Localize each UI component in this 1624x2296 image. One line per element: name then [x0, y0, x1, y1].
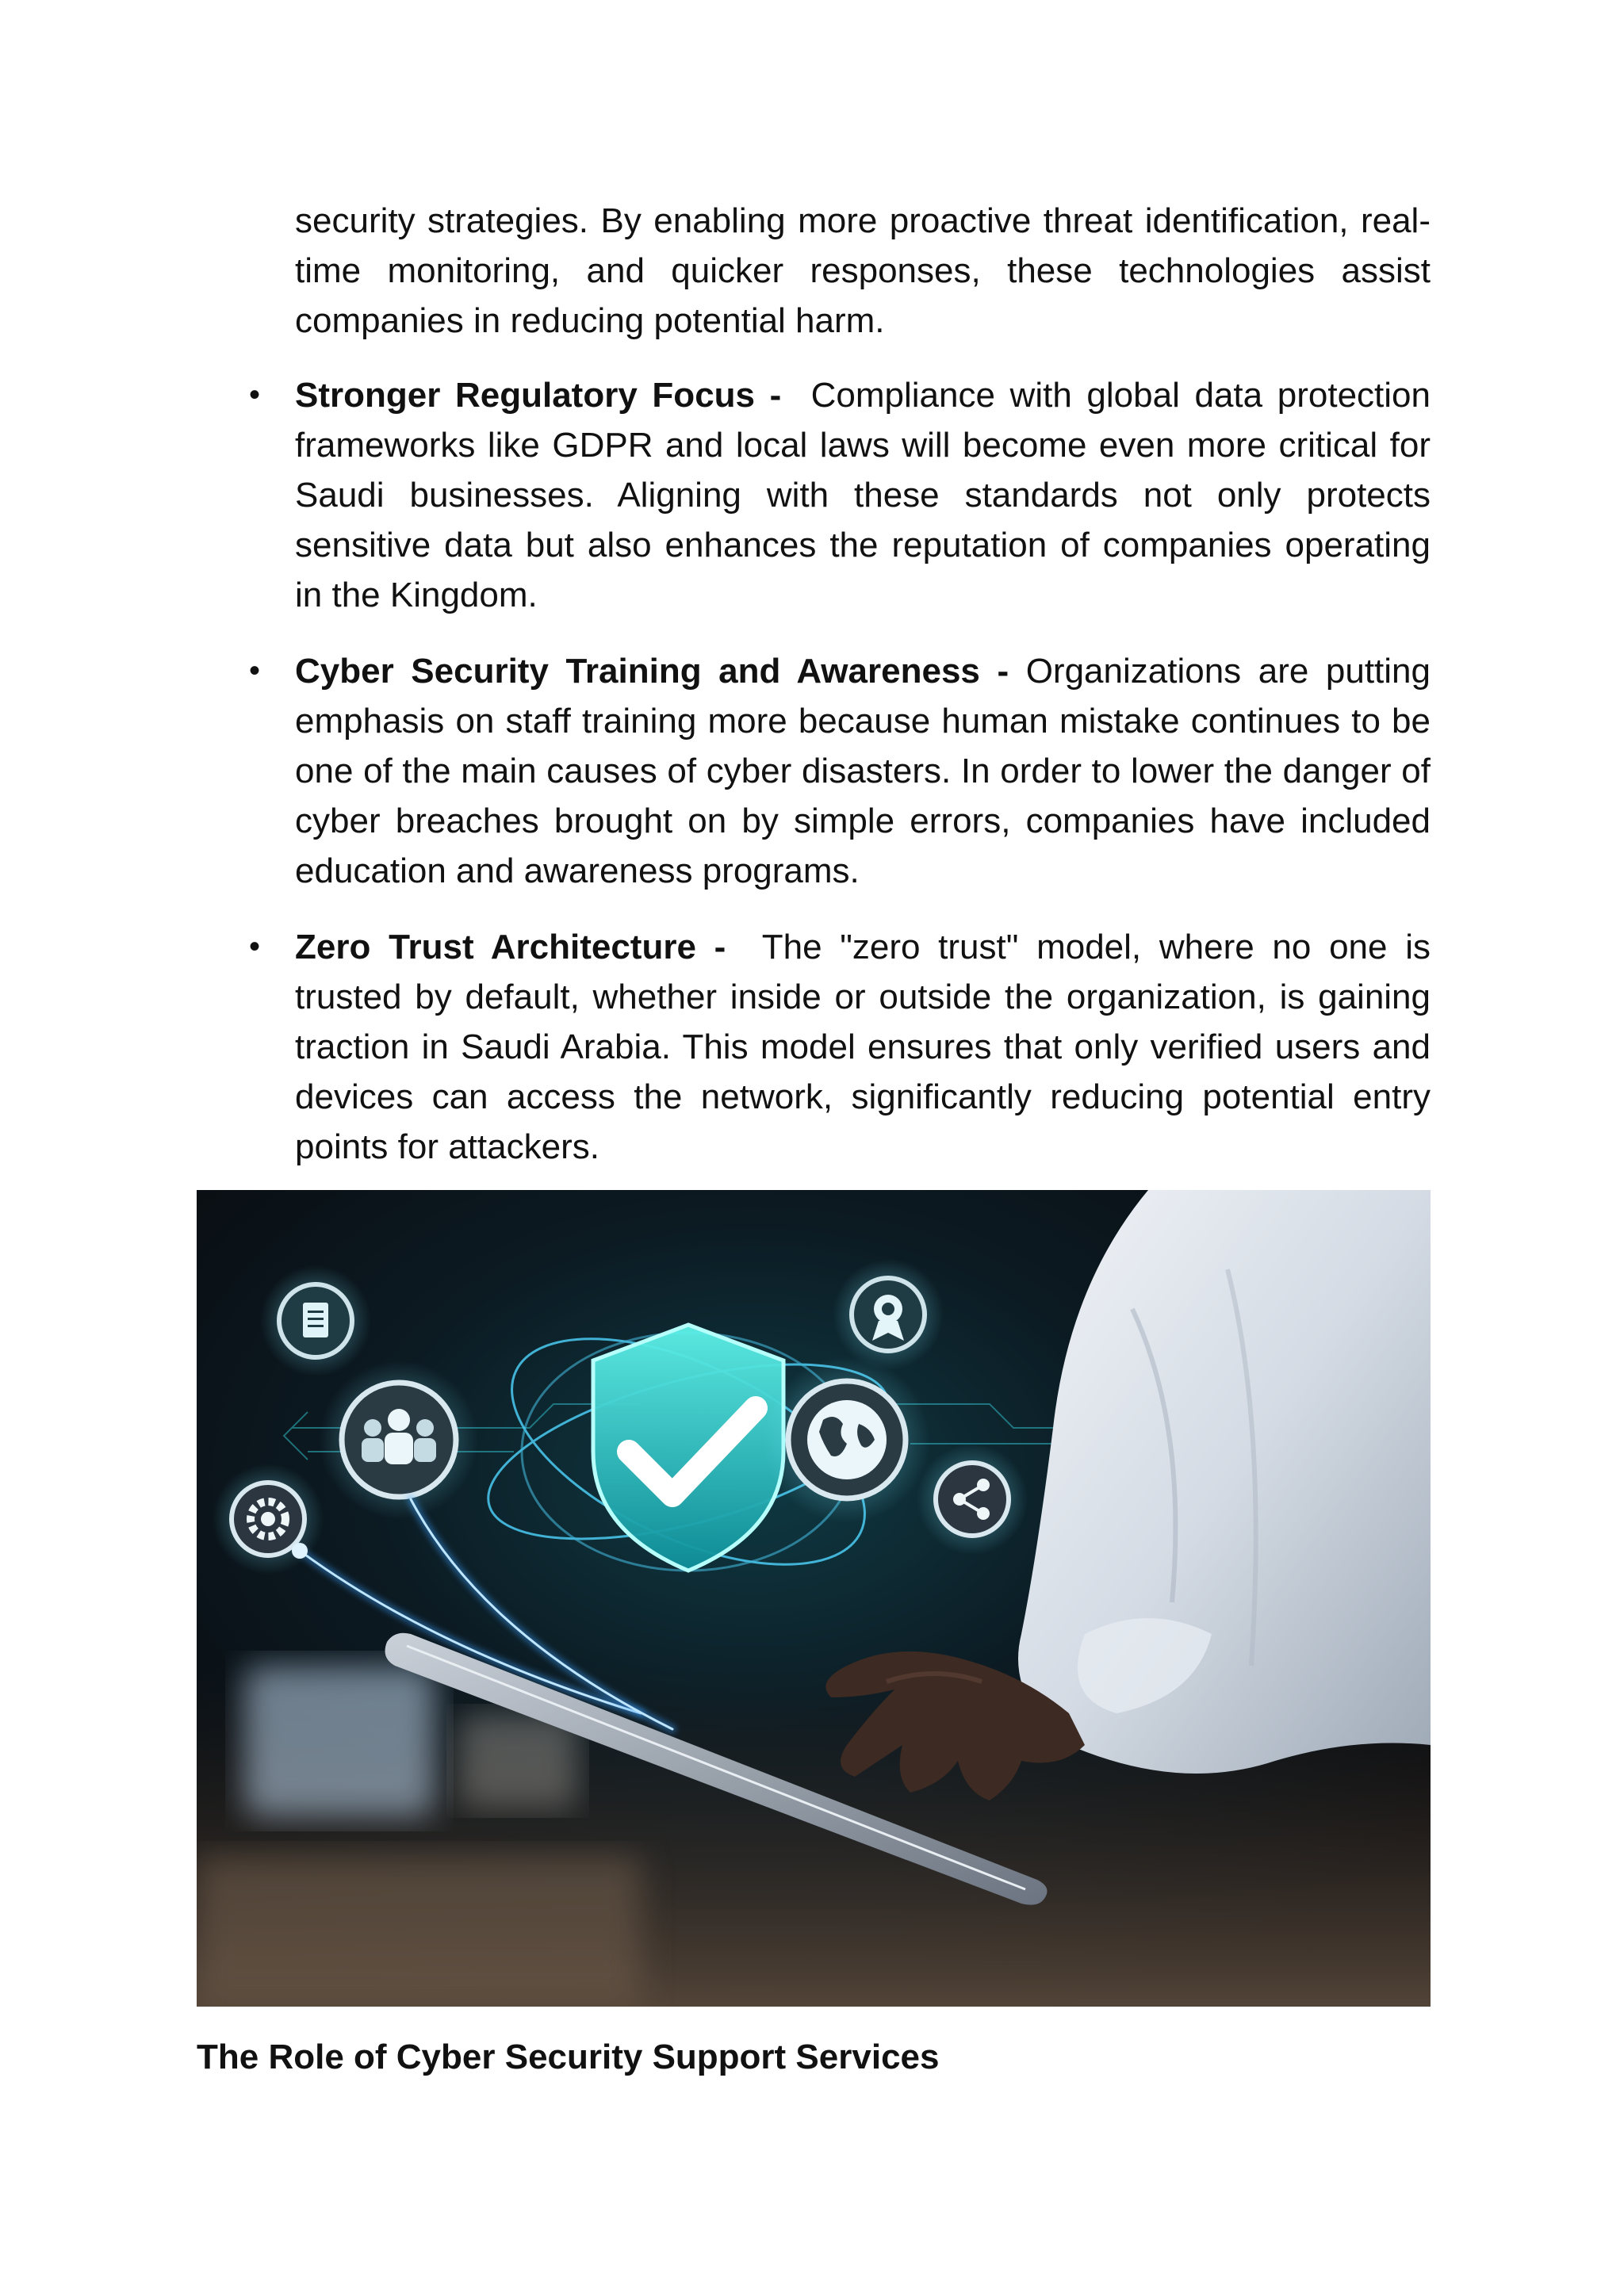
continuation-paragraph: security strategies. By enabling more proactive threat identification, real-time monitoring, and quicker responses, these technologies assist companies in reducing potential harm. — [295, 201, 1431, 340]
globe-icon — [764, 1357, 930, 1523]
users-icon — [320, 1360, 478, 1519]
bullet-text: The "zero trust" model, where no one is trusted by default, whether inside or outside the organization, is gaining traction in Saudi Arabia. This model ensures that only verified users and devices can access the network, significantly reducing potential entry points for attackers. — [295, 928, 1431, 1166]
bullet-glyph: • — [249, 929, 261, 964]
bullet-glyph: • — [249, 377, 261, 412]
bullet-item-training — [249, 646, 1431, 896]
cybersecurity-photo — [197, 1190, 1431, 2007]
bullet-glyph: • — [249, 653, 261, 688]
bullet-title: Stronger Regulatory Focus - — [295, 376, 782, 415]
share-icon — [917, 1444, 1028, 1555]
section-heading: The Role of Cyber Security Support Services — [197, 2038, 940, 2076]
award-icon — [833, 1259, 944, 1370]
document-icon — [260, 1265, 371, 1376]
bullet-list — [249, 370, 1431, 1198]
bullet-title: Cyber Security Training and Awareness - — [295, 652, 1009, 691]
bullet-text: Organizations are putting emphasis on staff training more because human mistake continues to be one of the main causes of cyber disasters. In order to lower the danger of cyber breaches brought on by simple errors, companies have included education and awareness programs. — [295, 652, 1431, 890]
bullet-item-regulatory — [249, 370, 1431, 620]
bullet-title: Zero Trust Architecture - — [295, 928, 726, 966]
bullet-item-zero-trust — [249, 922, 1431, 1172]
bullet-text: Compliance with global data protection frameworks like GDPR and local laws will become even more critical for Saudi businesses. Aligning with these standards not only protects sensitive data but also enhances the reputation of companies operating in the Kingdom. — [295, 376, 1431, 614]
